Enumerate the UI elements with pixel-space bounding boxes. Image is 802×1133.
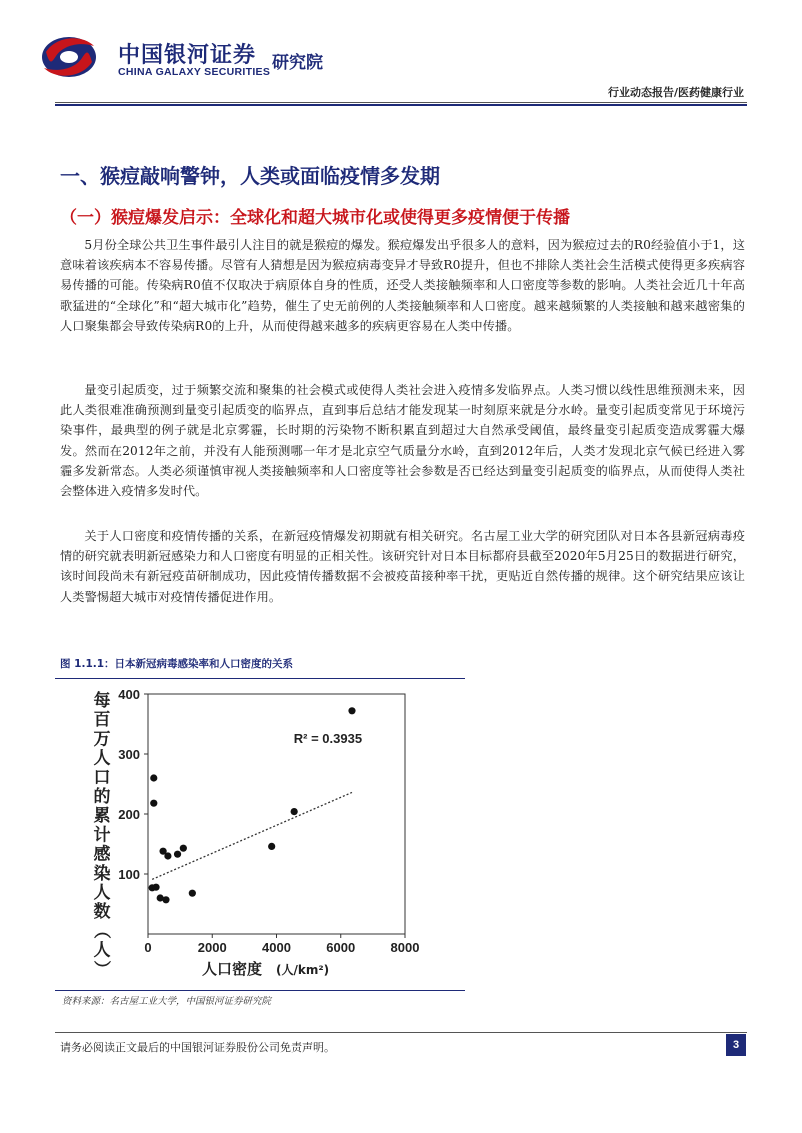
data-point (152, 884, 159, 891)
x-tick-label: 4000 (262, 940, 291, 955)
y-axis-label-char: 万 (93, 729, 111, 750)
brand-name-en: CHINA GALAXY SECURITIES (118, 66, 271, 78)
footer-divider (55, 1032, 747, 1033)
data-point (268, 843, 275, 850)
x-axis-label-text: 人口密度 (201, 960, 263, 978)
data-point (150, 800, 157, 807)
y-tick-label: 400 (118, 687, 140, 702)
subsection-heading: （一）猴痘爆发启示：全球化和超大城市化或使得更多疫情便于传播 (60, 208, 570, 228)
figure-divider-bottom (55, 990, 465, 991)
x-tick-label: 0 (144, 940, 152, 955)
galaxy-logo-icon (38, 32, 100, 82)
data-point (348, 707, 355, 714)
brand-name-cn: 中国银河证券 (118, 43, 257, 68)
y-axis-label-char: 百 (93, 710, 111, 731)
y-axis-label-char: 感 (93, 844, 111, 865)
section-heading: 一、猴痘敲响警钟，人类或面临疫情多发期 (60, 164, 440, 188)
axis-ticks (118, 687, 419, 955)
data-point (189, 890, 196, 897)
data-point (164, 852, 171, 859)
y-axis-label-char: 的 (93, 787, 111, 807)
brand-institute: 研究院 (272, 53, 323, 73)
r-squared-annotation: R² = 0.3935 (293, 731, 363, 747)
body-paragraph-3 (60, 526, 745, 607)
header-divider-accent (55, 104, 747, 106)
data-point (291, 808, 298, 815)
y-axis-label-char: （ (91, 921, 111, 939)
plot-frame (148, 694, 405, 934)
x-tick-label: 2000 (197, 940, 227, 955)
y-axis-label-char: 人 (93, 883, 111, 903)
figure-divider-top (55, 678, 465, 679)
figure-title: 图 1.1.1：日本新冠病毒感染率和人口密度的关系 (60, 658, 294, 670)
y-axis-label-char: 计 (93, 825, 111, 846)
paragraph-text: 关于人口密度和疫情传播的关系，在新冠疫情爆发初期就有相关研究。名古屋工业大学的研究团队对日本各县新冠病毒疫情的研究就表明新冠感染力和人口密度有明显的正相关性。该研究针对日本目标都府县截至2020年5月25日的数据进行研究，该时间段尚未有新冠疫苗研制成功，因此疫情传播数据不会被疫苗接种率干扰，更贴近自然传播的规律。这个研究结果应该让人类警惕超大城市对疫情传播促进作用。 (60, 529, 745, 604)
y-tick-label: 200 (118, 807, 140, 822)
trendline-path (152, 792, 352, 879)
x-axis-label-unit: (人/km²) (276, 963, 330, 977)
data-point (180, 845, 187, 852)
x-tick-label: 8000 (390, 940, 420, 955)
paragraph-text: 5月份全球公共卫生事件最引人注目的就是猴痘的爆发。猴痘爆发出乎很多人的意料，因为猴痘过去的R0经验值小于1，这意味着该疾病本不容易传播。尽管有人猜想是因为猴痘病毒变异才导致R0提升，但也不排除人类社会生活模式使得更多疾病容易传播的可能。传染病R0值不仅取决于病原体自身的性质，还受人类接触频率和人口密度等参数的影响。人类社会近几十年高歌猛进的“全球化”和“超大城市化”趋势，催生了史无前例的人类接触频率和人口密度。越来越频繁的人类接触和越来越密集的人口聚集都会导致传染病R0的上升，从而使得越来越多的疾病更容易在人类中传播。 (60, 238, 745, 333)
x-axis-label (202, 960, 329, 978)
header-divider (55, 102, 747, 103)
y-tick-label: 300 (118, 747, 140, 762)
data-point (174, 851, 181, 858)
trendline (152, 792, 352, 879)
y-axis-label-char: 口 (93, 767, 111, 788)
y-axis-label-char: 累 (93, 806, 111, 827)
y-axis-label-char: 数 (93, 902, 111, 923)
y-axis-label-char: 人 (93, 940, 111, 961)
body-paragraph-1 (60, 235, 745, 336)
scatter-chart (60, 684, 465, 989)
footer-disclaimer: 请务必阅读正文最后的中国银河证券股份公司免责声明。 (60, 1041, 335, 1054)
x-tick-label: 6000 (326, 940, 356, 955)
page-number: 3 (726, 1034, 746, 1056)
paragraph-text: 量变引起质变，过于频繁交流和聚集的社会模式或使得人类社会进入疫情多发临界点。人类习惯以线性思维预测未来，因此人类很难准确预测到量变引起质变的临界点，直到事后总结才能发现某一时刻原来就是分水岭。量变引起质变常见于环境污染事件，最典型的例子就是北京雾霾，长时期的污染物不断积累直到超过大自然承受阈值，最终量变引起质变造成雾霾大爆发。然而在2012年之前，并没有人能预测哪一年才是北京空气质量分水岭，直到2012年后，人类才发现北京气候已经进入雾霾多发新常态。人类必须谨慎审视人类接触频率和人口密度等社会参数是否已经达到量变引起质变的临界点，从而使得人类社会整体进入疫情多发时代。 (60, 383, 745, 499)
y-axis-label-char: ） (91, 960, 111, 978)
data-point (150, 774, 157, 781)
report-type: 行业动态报告/医药健康行业 (607, 86, 744, 99)
y-axis-label (91, 690, 112, 977)
y-tick-label: 100 (118, 867, 140, 882)
figure-source: 资料来源：名古屋工业大学，中国银河证券研究院 (62, 996, 272, 1007)
y-axis-label-char: 每 (93, 691, 111, 711)
data-point (162, 896, 169, 903)
y-axis-label-char: 人 (93, 748, 111, 769)
body-paragraph-2 (60, 380, 745, 501)
y-axis-label-char: 染 (93, 863, 111, 884)
